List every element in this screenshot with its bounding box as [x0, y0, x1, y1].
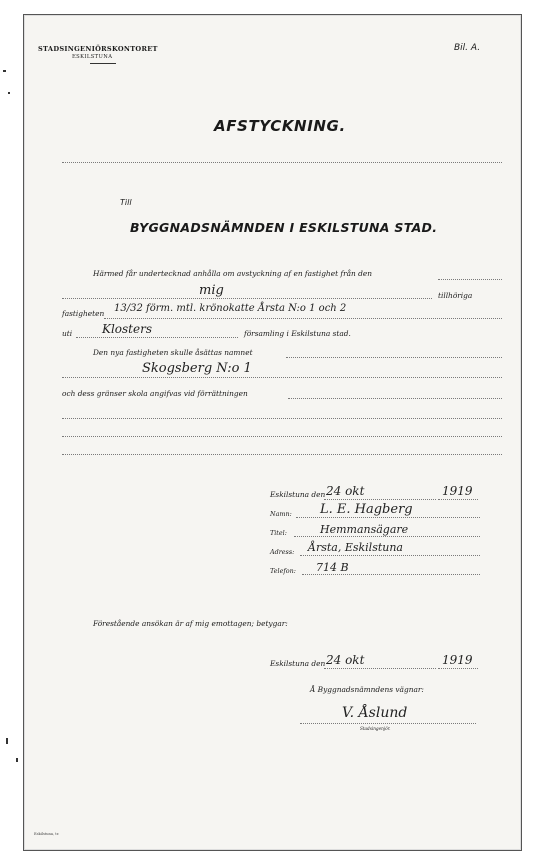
property-line	[104, 318, 502, 319]
scan-mark	[3, 70, 6, 72]
receipt-date: 24 okt	[326, 653, 365, 667]
signer-title: Stadsingenjör.	[360, 726, 391, 731]
printer-mark: Eskilstuna, tr.	[34, 832, 60, 836]
office-name: STADSINGENIÖRSKONTORET	[38, 45, 158, 53]
phone-label: Telefon:	[270, 567, 296, 575]
newname-line-2	[62, 377, 502, 378]
receipt-year: 1919	[442, 653, 473, 667]
address-label: Adress:	[270, 548, 295, 556]
name-value: L. E. Hagberg	[320, 502, 413, 517]
receipt-signature: V. Åslund	[342, 705, 408, 721]
city-underline	[90, 63, 116, 64]
scan-mark	[6, 738, 8, 744]
form-sheet	[23, 14, 522, 851]
receipt-statement: Förestående ansökan är af mig emottagen; betygar:	[93, 619, 288, 628]
name-line	[296, 517, 480, 518]
phone-value: 714 B	[316, 561, 349, 574]
applicant-date-line	[324, 499, 436, 500]
parish-label: uti	[62, 329, 73, 338]
boundaries-line-3	[62, 436, 502, 437]
parish-value: Klosters	[102, 322, 153, 336]
newname-value: Skogsberg N:o 1	[142, 361, 252, 376]
receipt-behalf: Å Byggnadsnämndens vägnar:	[310, 685, 424, 694]
receipt-year-line	[438, 668, 478, 669]
addressee-name: BYGGNADSNÄMNDEN I ESKILSTUNA STAD.	[130, 220, 438, 235]
title-line	[294, 536, 480, 537]
property-value: 13/32 förm. mtl. krönokatte Årsta N:o 1 och 2	[114, 303, 347, 314]
intro-line	[438, 279, 502, 280]
office-city: ESKILSTUNA	[72, 54, 113, 60]
owner-value: mig	[199, 283, 224, 298]
receipt-place-label: Eskilstuna den	[270, 659, 326, 668]
receipt-date-line	[324, 668, 436, 669]
signature-line	[300, 723, 476, 724]
parish-line	[76, 337, 238, 338]
title-label: Titel:	[270, 529, 287, 537]
title-value: Hemmansägare	[320, 523, 409, 536]
applicant-year-line	[438, 499, 478, 500]
title-rule	[62, 162, 502, 163]
property-label: fastigheten	[62, 309, 105, 318]
phone-line	[302, 574, 480, 575]
boundaries-line-4	[62, 454, 502, 455]
addressee-prefix: Till	[120, 198, 132, 207]
newname-label: Den nya fastigheten skulle åsättas namnet	[93, 348, 253, 357]
scan-mark	[16, 758, 18, 762]
intro-text: Härmed får undertecknad anhålla om avstyckning af en fastighet från den	[93, 269, 373, 278]
name-label: Namn:	[270, 510, 292, 518]
applicant-year: 1919	[442, 484, 473, 498]
appendix-label: Bil. A.	[454, 43, 481, 53]
parish-suffix: församling i Eskilstuna stad.	[244, 329, 351, 338]
owner-suffix: tillhöriga	[438, 291, 473, 300]
document-title: AFSTYCKNING.	[214, 117, 346, 135]
address-line	[300, 555, 480, 556]
applicant-date: 24 okt	[326, 484, 365, 498]
scan-mark	[8, 92, 10, 94]
address-value: Årsta, Eskilstuna	[308, 541, 403, 554]
boundaries-line-1	[288, 398, 502, 399]
boundaries-label: och dess gränser skola angifvas vid förrättningen	[62, 389, 248, 398]
boundaries-line-2	[62, 418, 502, 419]
owner-line	[62, 298, 432, 299]
applicant-place-label: Eskilstuna den	[270, 490, 326, 499]
newname-line-1	[286, 357, 502, 358]
